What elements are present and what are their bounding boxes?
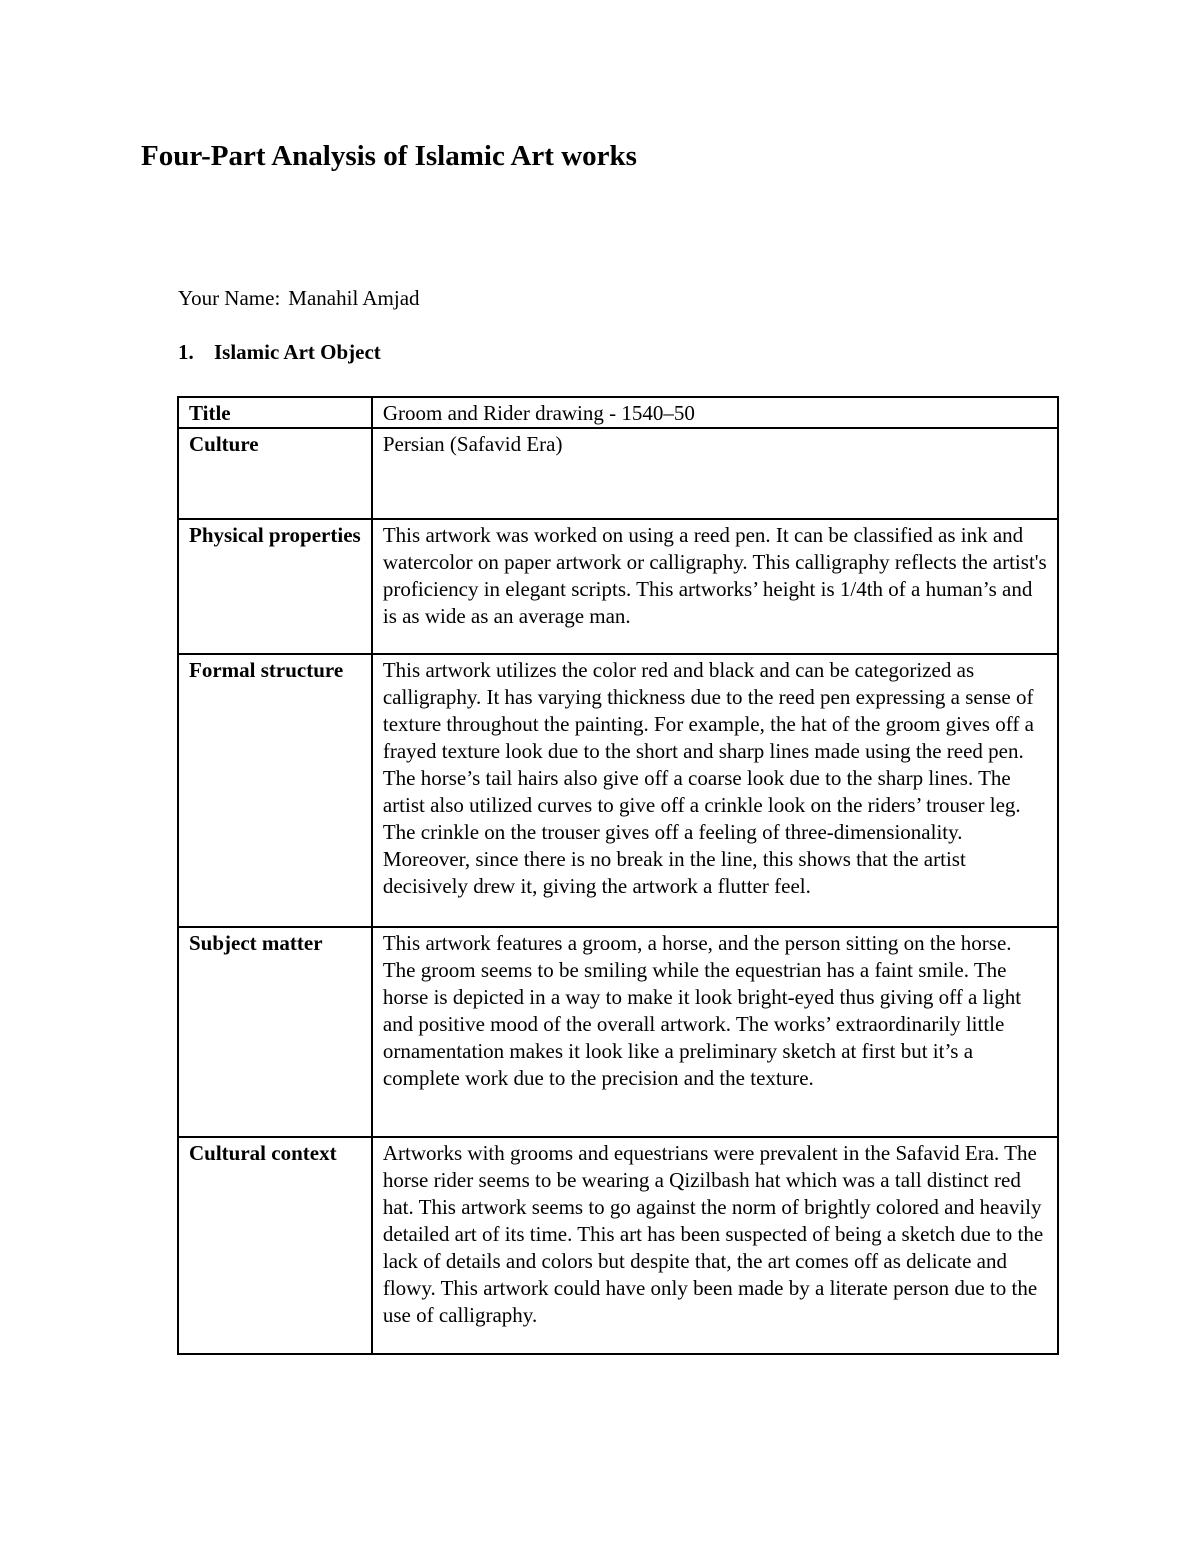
row-label-physical-properties: Physical properties <box>178 519 372 654</box>
row-value-formal-structure: This artwork utilizes the color red and black and can be categorized as calligraphy. It has varying thickness due to the reed pen expressing a sense of texture throughout the painting. For example, the hat of the groom gives off a frayed texture look due to the short and sharp lines made using the reed pen. The horse’s tail hairs also give off a coarse look due to the sharp lines. The artist also utilized curves to give off a crinkle look on the riders’ trouser leg. The crinkle on the trouser gives off a feeling of three-dimensionality. Moreover, since there is no break in the line, this shows that the artist decisively drew it, giving the artwork a flutter feel. <box>372 654 1058 927</box>
section-heading <box>178 340 381 365</box>
section-heading-text: Islamic Art Object <box>214 340 381 364</box>
row-label-subject-matter: Subject matter <box>178 927 372 1137</box>
row-label-cultural-context: Cultural context <box>178 1137 372 1354</box>
analysis-table <box>177 396 1059 1355</box>
table-row <box>178 654 1058 927</box>
row-value-cultural-context: Artworks with grooms and equestrians were prevalent in the Safavid Era. The horse rider seems to be wearing a Qizilbash hat which was a tall distinct red hat. This artwork seems to go against the norm of brightly colored and heavily detailed art of its time. This art has been suspected of being a sketch due to the lack of details and colors but despite that, the art comes off as delicate and flowy. This artwork could have only been made by a literate person due to the use of calligraphy. <box>372 1137 1058 1354</box>
name-value: Manahil Amjad <box>288 286 420 310</box>
row-label-title: Title <box>178 397 372 428</box>
name-label: Your Name: <box>178 286 281 310</box>
table-row <box>178 397 1058 428</box>
table-row <box>178 1137 1058 1354</box>
table-row <box>178 927 1058 1137</box>
row-label-formal-structure: Formal structure <box>178 654 372 927</box>
section-number: 1. <box>178 340 194 364</box>
row-value-culture: Persian (Safavid Era) <box>372 428 1058 519</box>
row-value-subject-matter: This artwork features a groom, a horse, and the person sitting on the horse. The groom seems to be smiling while the equestrian has a faint smile. The horse is depicted in a way to make it look bright-eyed thus giving off a light and positive mood of the overall artwork. The works’ extraordinarily little ornamentation makes it look like a preliminary sketch at first but it’s a complete work due to the precision and the texture. <box>372 927 1058 1137</box>
page-title: Four-Part Analysis of Islamic Art works <box>141 140 637 172</box>
row-label-culture: Culture <box>178 428 372 519</box>
row-value-title: Groom and Rider drawing - 1540–50 <box>372 397 1058 428</box>
name-line <box>178 286 420 311</box>
table-row <box>178 428 1058 519</box>
row-value-physical-properties: This artwork was worked on using a reed pen. It can be classified as ink and watercolor on paper artwork or calligraphy. This calligraphy reflects the artist's proficiency in elegant scripts. This artworks’ height is 1/4th of a human’s and is as wide as an average man. <box>372 519 1058 654</box>
table-row <box>178 519 1058 654</box>
